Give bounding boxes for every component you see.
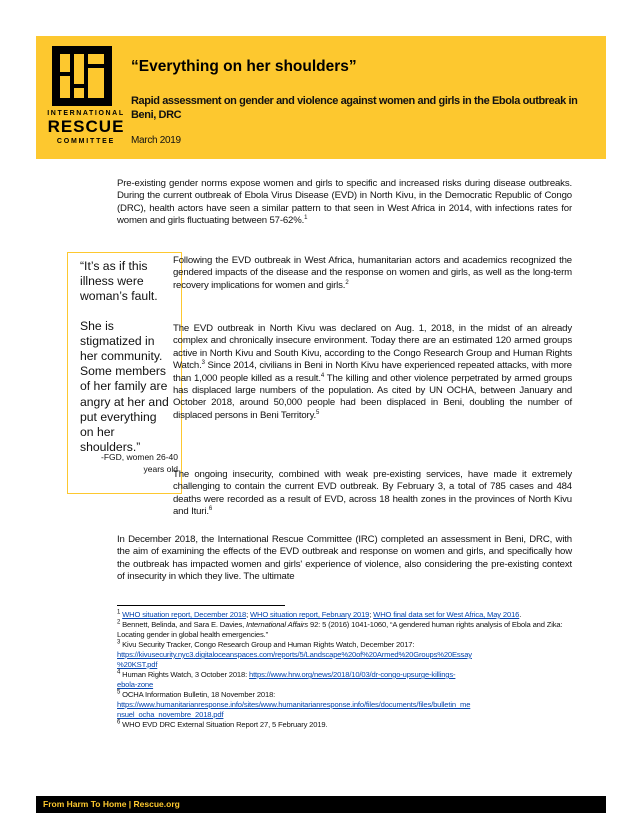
footnote-link[interactable]: WHO final data set for West Africa, May 2016 — [373, 610, 520, 619]
quote-line: Some members — [80, 364, 167, 379]
quote-line: her community. — [80, 349, 163, 364]
footnotes — [117, 610, 572, 730]
footer-text: From Harm To Home | Rescue.org — [43, 799, 180, 809]
footnote-ref[interactable]: 6 — [208, 506, 213, 513]
quote-line: put everything — [80, 409, 157, 424]
pull-quote-box — [67, 252, 182, 494]
footnote-link[interactable]: WHO situation report, December 2018 — [122, 610, 247, 619]
logo-line-international: INTERNATIONAL — [47, 110, 125, 117]
paragraph-north-kivu: The EVD outbreak in North Kivu was declared on Aug. 1, 2018, in the midst of an already complex and chronically insecure environment. Today there are an estimated 120 armed groups active in North Kivu and South Kivu, according to the Congo Research Group and Human Rights Watch.$^3$ Since 2014, civilians in Beni in North Kivu have experienced repeated attacks, with more than 1,000 people killed as a result.$^4$ The killing and other violence perpetrated by armed groups has displaced large numbers of the population. As cited by UN OCHA, between January and October 2018, around 50,000 people had been displaced in Beni, doubling the number of displaced persons in Beni Territory.$^5$ — [173, 323, 572, 421]
footnote-6: $^6$ WHO EVD DRC External Situation Report 27, 5 February 2019. — [117, 719, 328, 729]
attribution-line: -FGD, women 26-40 — [101, 452, 178, 462]
logo-line-committee: COMMITTEE — [56, 138, 116, 145]
quote-line: “It’s as if this — [80, 259, 148, 273]
footnote-divider — [117, 605, 285, 606]
footnote-link[interactable]: %20KST.pdf — [117, 660, 158, 669]
footnote-1: $^1$ WHO situation report, December 2018; WHO situation report, February 2019; WHO final data set for West Africa, May 2016. — [117, 609, 522, 619]
irc-logo — [46, 46, 126, 150]
quote-line: of her family are — [80, 379, 168, 394]
logo-line-rescue: RESCUE — [47, 117, 125, 136]
attribution-line: years old — [143, 464, 178, 474]
rescue-logo-icon — [52, 46, 112, 106]
intro-paragraph: Pre-existing gender norms expose women and girls to specific and increased risks during disease outbreaks. During the current outbreak of Ebola Virus Disease (EVD) in North Kivu, in the Democratic Republic of Congo (DRC), health actors have seen a similar pattern to that seen in West Africa in 2014, with infections rates for women and girls fluctuating between 57-62%.$^1$ — [117, 178, 572, 227]
quote-line: woman’s fault. — [80, 289, 158, 304]
footnote-link[interactable]: https://www.humanitarianresponse.info/sites/www.humanitarianresponse.info/files/documents/files/bulletin_me — [117, 700, 471, 709]
pull-quote — [80, 259, 176, 455]
footnote-link[interactable]: ebola-zone — [117, 680, 154, 689]
quote-line: angry at her and — [80, 394, 169, 409]
footnote-ref[interactable]: 4 — [320, 372, 325, 379]
footnote-link[interactable]: nsuel_ocha_novembre_2018.pdf — [117, 710, 224, 719]
footnote-4: $^4$ Human Rights Watch, 3 October 2018: https://www.hrw.org/news/2018/10/03/dr-congo-upsurge-killings- ebola-zone — [117, 669, 456, 689]
header-banner — [36, 36, 606, 159]
publication-date: March 2019 — [131, 135, 181, 146]
paragraph-assessment: In December 2018, the International Rescue Committee (IRC) completed an assessment in Beni, DRC, with the aim of examining the effects of the EVD outbreak and response on women and girls, and specifically how the outbreak has impacted women and girls' experience of violence, also considering the pre-existing context of insecurity in which they live. The ultimate — [117, 534, 572, 583]
footer-bar — [36, 796, 606, 813]
footnote-ref[interactable]: 2 — [345, 279, 349, 286]
footnote-ref[interactable]: 5 — [316, 409, 320, 416]
footnote-ref[interactable]: 1 — [304, 215, 308, 222]
footnote-3: $^3$ Kivu Security Tracker, Congo Research Group and Human Rights Watch, December 2017: https://kivusecurity.nyc3.digitaloceanspaces.com/reports/5/Landscape%20of%20Armed%20Groups%20Essay %20KST.pdf — [117, 639, 472, 669]
footnote-link[interactable]: https://www.hrw.org/news/2018/10/03/dr-congo-upsurge-killings- — [249, 670, 456, 679]
quote-line: illness were — [80, 274, 144, 289]
footnote-2: $^2$ Bennett, Belinda, and Sara E. Davies, International Affairs 92: 5 (2016) 1041-1060, “A gendered human rights analysis of Ebola and Zika: Locating gender in global health emergencies.” — [117, 619, 563, 639]
footnote-link[interactable]: WHO situation report, February 2019 — [249, 610, 370, 619]
quote-line: She is — [80, 318, 114, 333]
quote-line: on her — [80, 425, 115, 440]
quote-line: shoulders.” — [80, 440, 141, 455]
page-title: “Everything on her shoulders” — [131, 58, 357, 75]
footnote-ref[interactable]: 3 — [201, 360, 205, 367]
quote-line: stigmatized in — [80, 333, 155, 348]
quote-attribution — [78, 451, 178, 475]
quote-gap — [80, 305, 176, 319]
page-subtitle: Rapid assessment on gender and violence against women and girls in the Ebola outbreak in Beni, DRC — [131, 95, 578, 121]
footnote-5: $^5$ OCHA Information Bulletin, 18 November 2018: https://www.humanitarianresponse.info/sites/www.humanitarianresponse.info/files/documents/files/bulletin_me nsuel_ocha_novembre_2018.pdf — [117, 689, 471, 719]
paragraph-west-africa: Following the EVD outbreak in West Africa, humanitarian actors and academics recognized the gendered impacts of the disease and the response on women and girls, as well as the long-term recovery implications for women and girls.$^2$ — [173, 255, 572, 291]
footnote-link[interactable]: https://kivusecurity.nyc3.digitaloceanspaces.com/reports/5/Landscape%20of%20Armed%20Groups%20Essay — [117, 650, 472, 659]
paragraph-insecurity: The ongoing insecurity, combined with weak pre-existing services, have made it extremely challenging to contain the current EVD outbreak. By February 3, a total of 785 cases and 484 deaths were recorded as a result of EVD, across 18 health zones in the provinces of North Kivu and Ituri.$^6$ — [173, 469, 572, 518]
